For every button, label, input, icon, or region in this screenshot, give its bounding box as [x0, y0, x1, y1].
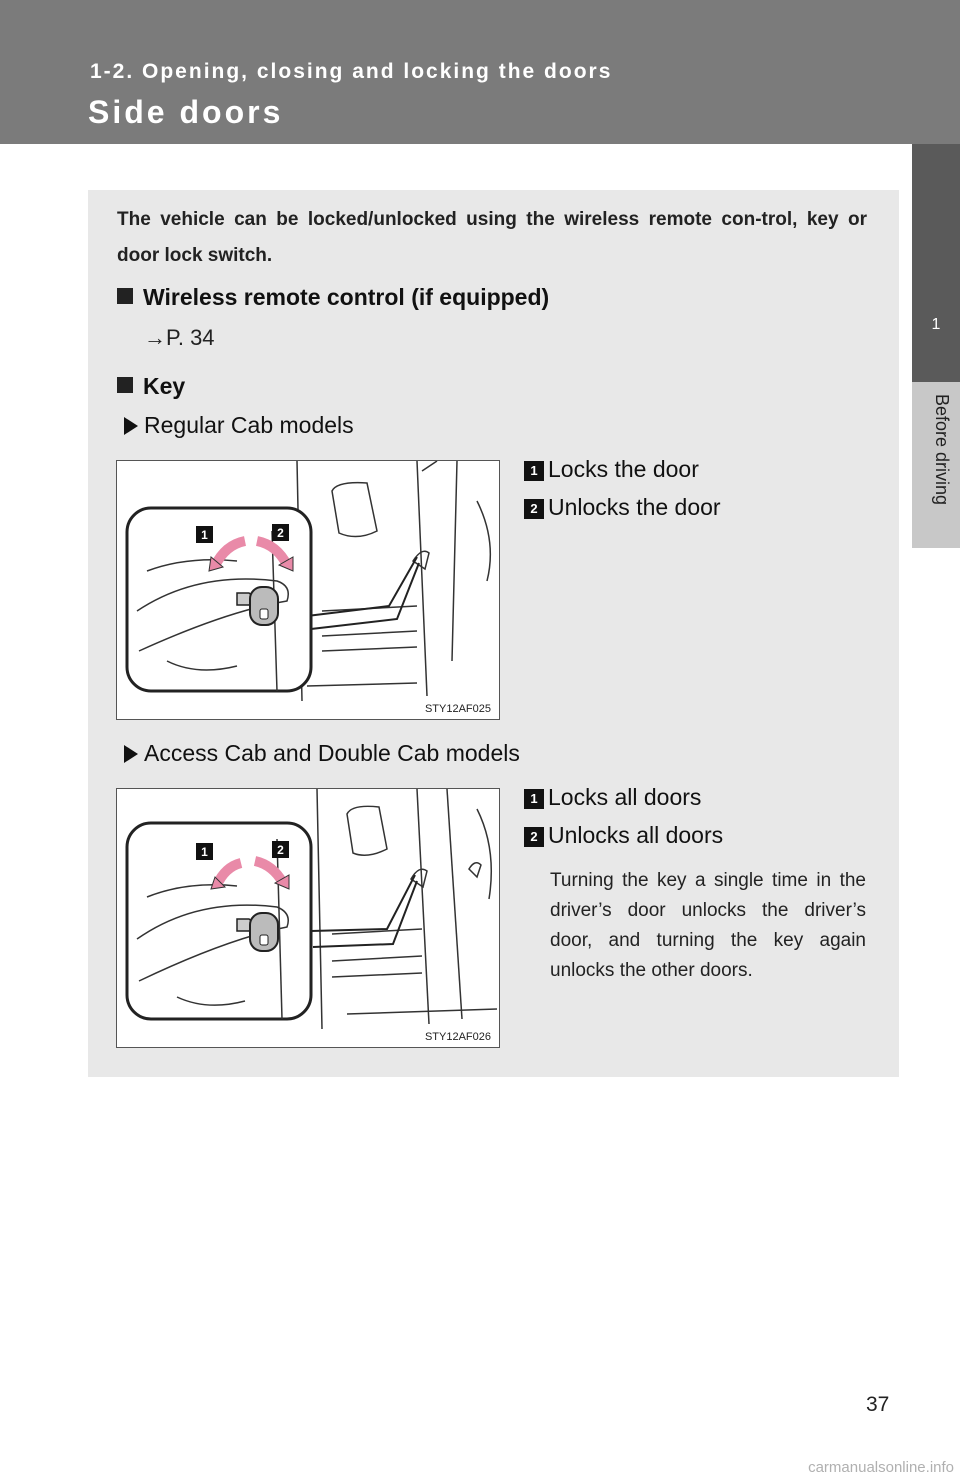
model-regular-cab: [124, 412, 354, 439]
figure-regular-cab-key: [116, 460, 500, 720]
heading-square-icon: [117, 377, 133, 393]
callout-text: Locks all doors: [548, 784, 702, 810]
chapter-tab[interactable]: [912, 144, 960, 382]
page-number: 37: [866, 1393, 890, 1416]
door-edge-line: [417, 789, 429, 1024]
figure-access-cab-key: [116, 788, 500, 1048]
svg-text:1: 1: [201, 845, 208, 859]
callout-text: Unlocks all doors: [548, 822, 724, 848]
svg-text:2: 2: [277, 526, 284, 540]
callout-lines: [311, 875, 417, 947]
heading-wireless-remote: [117, 284, 549, 311]
callout-number: 2: [524, 827, 544, 847]
side-mirror: [332, 483, 377, 537]
page-reference-link[interactable]: [144, 325, 215, 351]
callout-text: Unlocks the door: [548, 494, 721, 520]
chapter-number: 1: [931, 316, 941, 333]
chapter-label: Before driving: [932, 394, 952, 506]
section-title: 1-2. Opening, closing and locking the doors: [90, 60, 613, 83]
heading-key-label: Key: [143, 373, 186, 399]
page-title: Side doors: [88, 94, 284, 130]
page-header: [0, 0, 960, 144]
callout-item: [524, 456, 699, 483]
side-mirror: [347, 806, 387, 855]
door-frame-line: [317, 789, 322, 1029]
svg-text:2: 2: [277, 843, 284, 857]
figure-id-access: STY12AF026: [424, 1031, 491, 1043]
model-access-double-cab: [124, 740, 520, 767]
intro-text: The vehicle can be locked/unlocked using the wireless remote con-trol, key or door lock switch.: [117, 209, 867, 266]
key-lock-illustration: [117, 789, 501, 1049]
triangle-bullet-icon: [124, 745, 138, 763]
door-edge-line: [417, 461, 427, 696]
callout-item: [524, 494, 721, 521]
callout-lines: [307, 557, 419, 629]
figure-id-regular: STY12AF025: [424, 703, 491, 715]
heading-key: [117, 373, 185, 400]
callout-item: [524, 784, 701, 811]
model-regular-label: Regular Cab models: [144, 412, 354, 438]
arrow-right-icon: →: [144, 325, 166, 350]
key-lock-illustration: [117, 461, 501, 721]
site-watermark[interactable]: carmanualsonline.info: [808, 1459, 954, 1476]
callout-text: Locks the door: [548, 456, 699, 482]
callout-item: [524, 822, 723, 849]
svg-text:1: 1: [201, 528, 208, 542]
heading-square-icon: [117, 288, 133, 304]
access-cab-note: Turning the key a single time in the driver’s door unlocks the driver’s door, and turning the key again unlocks the other doors.: [550, 870, 866, 981]
page-reference-text: P. 34: [166, 325, 215, 350]
callout-number: 1: [524, 789, 544, 809]
model-access-label: Access Cab and Double Cab models: [144, 740, 520, 766]
triangle-bullet-icon: [124, 417, 138, 435]
callout-number: 1: [524, 461, 544, 481]
callout-number: 2: [524, 499, 544, 519]
heading-wireless-label: Wireless remote control (if equipped): [143, 284, 550, 310]
